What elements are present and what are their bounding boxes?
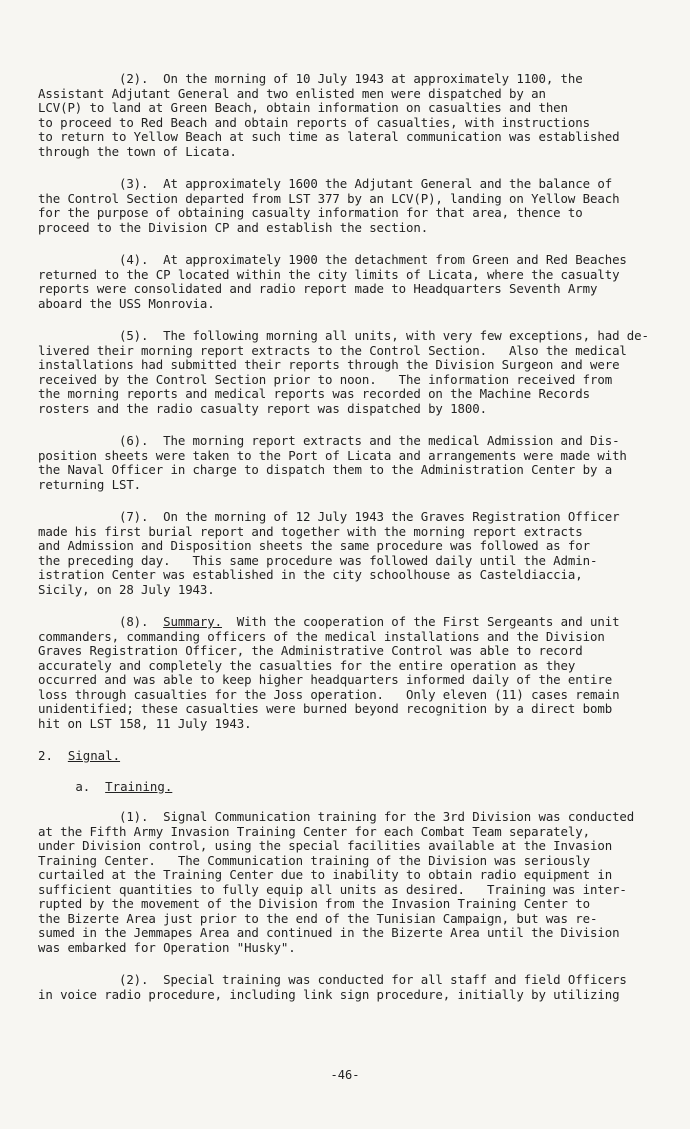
text-line: loss through casualties for the Joss operation. Only eleven (11) cases remain: [38, 686, 620, 702]
text-line: to proceed to Red Beach and obtain reports of casualties, with instructions: [38, 114, 590, 130]
text-line: and Admission and Disposition sheets the same procedure was followed as for: [38, 538, 590, 553]
subsection-heading: [38, 780, 658, 795]
text-line: LCV(P) to land at Green Beach, obtain information on casualties and then: [38, 100, 568, 115]
text-line: through the town of Licata.: [38, 143, 237, 159]
text-line: (2). On the morning of 10 July 1943 at approximately 1100, the: [38, 71, 583, 86]
text-line: sufficient quantities to fully equip all units as desired. Training was inter-: [38, 881, 627, 897]
paragraph-6: [38, 434, 658, 492]
paragraph-8-summary: [38, 615, 658, 731]
subsection-title: Training.: [105, 778, 173, 794]
text-line: (6). The morning report extracts and the medical Admission and Dis-: [38, 433, 620, 448]
training-paragraph-1: [38, 810, 658, 955]
text-line: the Control Section departed from LST 377 by an LCV(P), landing on Yellow Beach: [38, 190, 620, 206]
paragraph-4: [38, 253, 658, 311]
text-line: (1). Signal Communication training for the 3rd Division was conducted: [38, 809, 635, 824]
paragraph-3: [38, 177, 658, 235]
text-line: installations had submitted their reports through the Division Surgeon and were: [38, 357, 620, 372]
page-number: -46-: [330, 1068, 360, 1082]
text-line: livered their morning report extracts to the Control Section. Also the medical: [38, 342, 627, 358]
text-line: curtailed at the Training Center due to inability to obtain radio equipment in: [38, 867, 613, 882]
text-line: Graves Registration Officer, the Administrative Control was able to record: [38, 643, 583, 658]
text-line: at the Fifth Army Invasion Training Center for each Combat Team separately,: [38, 823, 590, 839]
text-line: hit on LST 158, 11 July 1943.: [38, 715, 252, 731]
text-line: (4). At approximately 1900 the detachment from Green and Red Beaches: [38, 252, 627, 267]
section-title: Signal.: [67, 748, 121, 763]
text-line: for the purpose of obtaining casualty information for that area, thence to: [38, 205, 583, 220]
text-line: the preceding day. This same procedure was followed daily until the Admin-: [38, 552, 598, 568]
text-line: (3). At approximately 1600 the Adjutant General and the balance of: [38, 176, 613, 191]
text-line: commanders, commanding officers of the medical installations and the Division: [38, 628, 605, 644]
paragraph-7: [38, 510, 658, 597]
text-line: [38, 615, 658, 630]
text-line: rosters and the radio casualty report was dispatched by 1800.: [38, 400, 487, 416]
text-line: Training Center. The Communication training of the Division was seriously: [38, 852, 590, 868]
text-line: unidentified; these casualties were burned beyond recognition by a direct bomb: [38, 701, 613, 716]
text-line: the Bizerte Area just prior to the end of the Tunisian Campaign, but was re-: [38, 910, 598, 926]
text-line: istration Center was established in the city schoolhouse as Casteldiaccia,: [38, 567, 583, 582]
section-heading: [38, 749, 658, 764]
training-paragraph-2: [38, 973, 658, 1002]
text-line: (2). Special training was conducted for all staff and field Officers: [38, 972, 627, 987]
summary-first-rest: With the cooperation of the First Sergeants and unit: [222, 614, 620, 629]
text-line: (5). The following morning all units, with very few exceptions, had de-: [38, 328, 649, 343]
text-line: occurred and was able to keep higher headquarters informed daily of the entire: [38, 672, 613, 687]
text-line: received by the Control Section prior to noon. The information received from: [38, 371, 613, 387]
text-line: to return to Yellow Beach at such time as lateral communication was established: [38, 129, 620, 144]
paragraph-5: [38, 329, 658, 416]
text-line: under Division control, using the special facilities available at the Invasion: [38, 838, 613, 853]
text-line: in voice radio procedure, including link sign procedure, initially by utilizing: [38, 986, 620, 1002]
text-line: the Naval Officer in charge to dispatch them to the Administration Center by a: [38, 462, 613, 477]
text-line: made his first burial report and together with the morning report extracts: [38, 523, 583, 539]
paragraph-2: [38, 72, 658, 159]
summary-title: Summary.: [163, 614, 223, 629]
section-number: 2.: [38, 748, 53, 763]
text-line: rupted by the movement of the Division from the Invasion Training Center to: [38, 896, 590, 911]
text-line: returning LST.: [38, 476, 142, 492]
text-line: sumed in the Jemmapes Area and continued in the Bizerte Area until the Division: [38, 925, 620, 940]
text-line: (7). On the morning of 12 July 1943 the Graves Registration Officer: [38, 509, 620, 524]
text-line: Assistant Adjutant General and two enlisted men were dispatched by an: [38, 85, 546, 101]
text-line: proceed to the Division CP and establish the section.: [38, 219, 429, 235]
text-line: aboard the USS Monrovia.: [38, 295, 215, 311]
text-line: returned to the CP located within the city limits of Licata, where the casualty: [38, 266, 620, 282]
text-line: accurately and completely the casualties for the entire operation as they: [38, 657, 576, 673]
text-line: reports were consolidated and radio report made to Headquarters Seventh Army: [38, 281, 598, 296]
text-line: was embarked for Operation "Husky".: [38, 939, 296, 955]
subsection-letter: a.: [75, 778, 91, 794]
text-line: the morning reports and medical reports was recorded on the Machine Records: [38, 386, 590, 401]
text-line: position sheets were taken to the Port of Licata and arrangements were made with: [38, 447, 627, 463]
summary-lead: (8).: [38, 614, 164, 629]
text-line: Sicily, on 28 July 1943.: [38, 581, 215, 597]
